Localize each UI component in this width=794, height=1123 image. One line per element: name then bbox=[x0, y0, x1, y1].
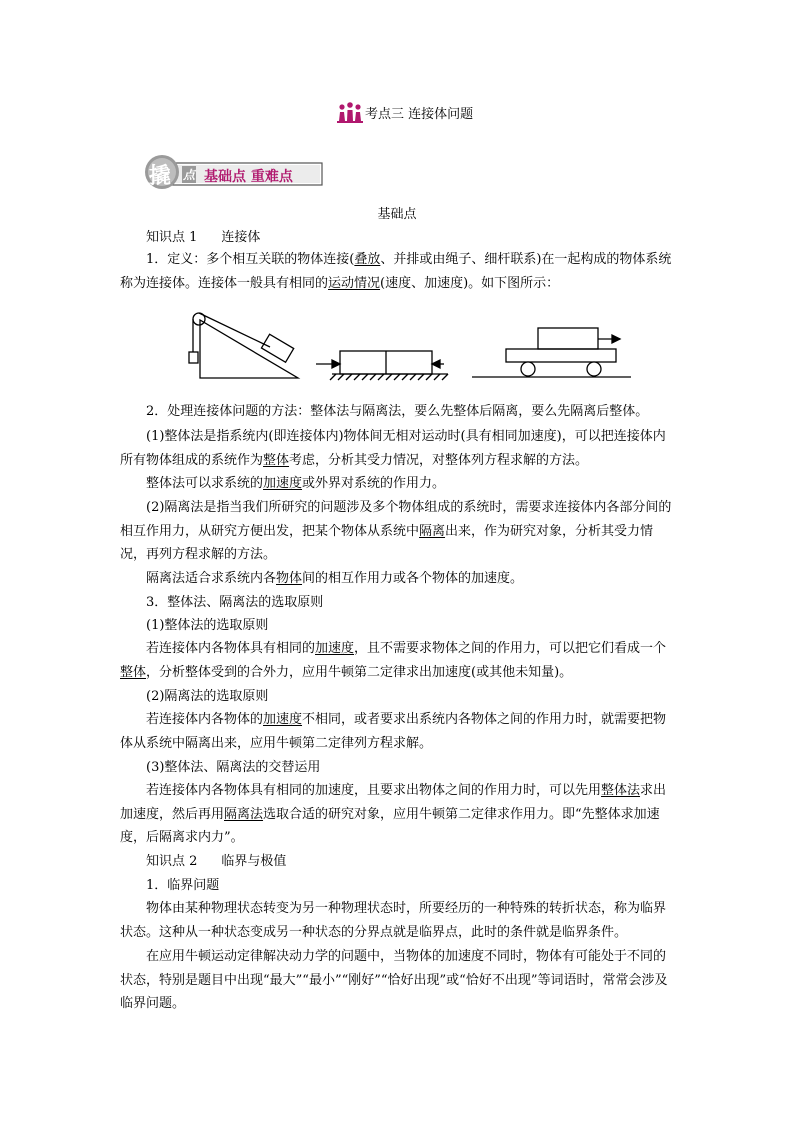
side-by-side-blocks bbox=[316, 351, 448, 380]
method-paragraph: 2．处理连接体问题的方法：整体法与隔离法，要么先整体后隔离，要么先隔离后整体。 bbox=[146, 404, 649, 419]
connected-bodies-figure bbox=[176, 302, 636, 388]
critical-problem-heading: 1．临界问题 bbox=[146, 878, 220, 893]
knowledge-point-1-heading bbox=[146, 226, 700, 250]
isolation-method-use-paragraph: 隔离法适合求系统内各物体间的相互作用力或各个物体的加速度。 bbox=[146, 571, 524, 586]
alternate-use-heading: (3)整体法、隔离法的交替运用 bbox=[146, 760, 321, 775]
knowledge-point-1-title: 连接体 bbox=[221, 230, 261, 245]
basics-banner bbox=[144, 153, 324, 191]
sub-heading: 基础点 bbox=[377, 207, 417, 222]
selection-principle-heading: 3．整体法、隔离法的选取原则 bbox=[146, 595, 324, 610]
section-title bbox=[337, 100, 473, 124]
knowledge-point-2-num: 知识点 2 bbox=[146, 854, 198, 869]
banner-label: 基础点 重难点 bbox=[204, 169, 293, 185]
critical-problem-paragraph: 在应用牛顿运动定律解决动力学的问题中，当物体的加速度不同时，物体有可能处于不同的状态，特别是题目中出现“最大”“最小”“刚好”“恰好出现”或“恰好不出现”等词语时，常常会涉及临界问题。 bbox=[120, 949, 668, 1011]
knowledge-point-2-heading bbox=[146, 850, 700, 874]
section-title-text: 考点三 连接体问题 bbox=[365, 106, 474, 122]
banner-badge-char2: 点 bbox=[183, 168, 196, 182]
isolation-principle-paragraph: 若连接体内各物体的加速度不相同，或者要求出系统内各物体之间的作用力时，就需要把物体从系统中隔离出来，应用牛顿第二定律列方程求解。 bbox=[120, 712, 667, 751]
knowledge-point-2-title: 临界与极值 bbox=[221, 854, 287, 869]
whole-method-principle-paragraph: 若连接体内各物体具有相同的加速度，且不需要求物体之间的作用力，可以把它们看成一个整体，分析整体受到的合外力，应用牛顿第二定律求出加速度(或其他未知量)。 bbox=[120, 641, 667, 680]
isolation-principle-heading: (2)隔离法的选取原则 bbox=[146, 689, 269, 704]
incline-diagram bbox=[189, 313, 298, 378]
whole-method-paragraph: (1)整体法是指系统内(即连接体内)物体间无相对运动时(具有相同加速度)，可以把连接体内所有物体组成的系统作为整体考虑，分析其受力情况，对整体列方程求解的方法。 bbox=[120, 429, 666, 468]
isolation-method-paragraph: (2)隔离法是指当我们所研究的问题涉及多个物体组成的系统时，需要求连接体内各部分间的相互作用力，从研究方便出发，把某个物体从系统中隔离出来，作为研究对象，分析其受力情况，再列方程求解的方法。 bbox=[120, 500, 672, 562]
section-people-icon bbox=[337, 101, 363, 123]
alternate-use-paragraph: 若连接体内各物体具有相同的加速度，且要求出物体之间的作用力时，可以先用整体法求出加速度，然后再用隔离法选取合适的研究对象，应用牛顿第二定律求作用力。即“先整体求加速度，后隔离求内力”。 bbox=[120, 783, 667, 845]
knowledge-point-1-num: 知识点 1 bbox=[146, 230, 198, 245]
banner-badge-char: 撬 bbox=[149, 164, 172, 189]
cart-diagram bbox=[472, 328, 631, 377]
definition-paragraph: 1．定义：多个相互关联的物体连接(叠放、并排或由绳子、细杆联系)在一起构成的物体系统称为连接体。连接体一般具有相同的运动情况(速度、加速度)。如下图所示： bbox=[120, 252, 672, 291]
whole-method-principle-heading: (1)整体法的选取原则 bbox=[146, 618, 269, 633]
whole-method-use-paragraph: 整体法可以求系统的加速度或外界对系统的作用力。 bbox=[146, 476, 446, 491]
critical-state-paragraph: 物体由某种物理状态转变为另一种物理状态时，所要经历的一种特殊的转折状态，称为临界状态。这种从一种状态变成另一种状态的分界点就是临界点，此时的条件就是临界条件。 bbox=[120, 901, 667, 940]
